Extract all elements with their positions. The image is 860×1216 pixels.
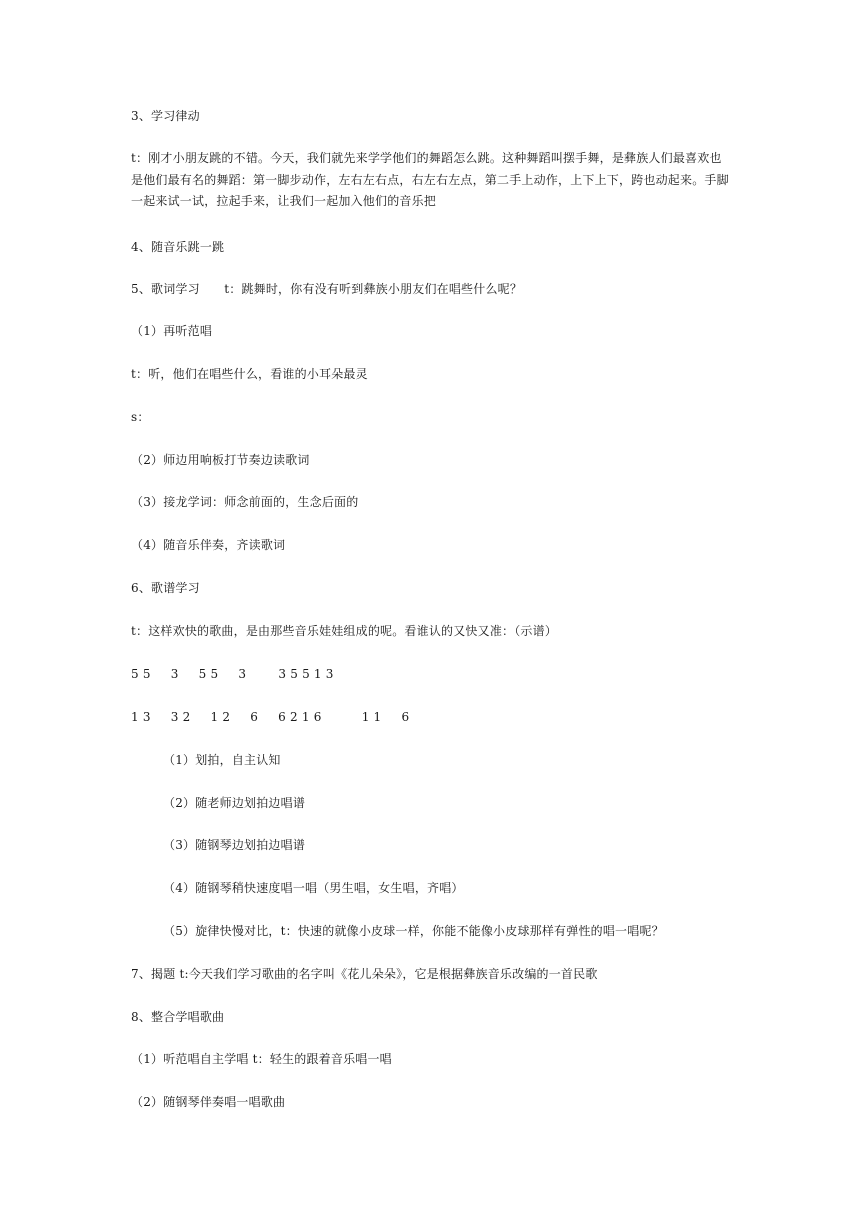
notation-line-2: 1 3 3 2 1 2 6 6 2 1 6 1 1 6 — [131, 710, 410, 724]
section-8-item-1: （1）听范唱自主学唱 t：轻生的跟着音乐唱一唱 — [131, 1052, 392, 1066]
section-6-item-5: （5）旋律快慢对比，t：快速的就像小皮球一样，你能不能像小皮球那样有弹性的唱一唱呢？ — [163, 924, 664, 938]
section-7-title: 7、揭题 t:今天我们学习歌曲的名字叫《花儿朵朵》，它是根据彝族音乐改编的一首民歌 — [131, 967, 598, 981]
section-5-teacher-line: t：听，他们在唱些什么，看谁的小耳朵最灵 — [131, 367, 368, 381]
section-4-title: 4、随音乐跳一跳 — [131, 240, 225, 254]
section-6-item-2: （2）随老师边划拍边唱谱 — [163, 796, 306, 810]
section-6-item-3: （3）随钢琴边划拍边唱谱 — [163, 838, 306, 852]
section-5-student-line: s： — [131, 410, 150, 424]
section-5-item-2: （2）师边用响板打节奏边读歌词 — [131, 453, 310, 467]
section-6-item-1: （1）划拍，自主认知 — [163, 753, 281, 767]
section-6-title: 6、歌谱学习 — [131, 581, 200, 595]
section-5-item-4: （4）随音乐伴奏，齐读歌词 — [131, 538, 286, 552]
section-6-teacher-line: t：这样欢快的歌曲，是由那些音乐娃娃组成的呢。看谁认的又快又准：（示谱） — [131, 624, 558, 638]
section-5-item-1: （1）再听范唱 — [131, 324, 213, 338]
section-8-title: 8、整合学唱歌曲 — [131, 1010, 225, 1024]
notation-line-1: 5 5 3 5 5 3 3 5 5 1 3 — [131, 667, 334, 681]
section-8-item-2: （2）随钢琴伴奏唱一唱歌曲 — [131, 1095, 286, 1109]
section-5-title: 5、歌词学习 t：跳舞时，你有没有听到彝族小朋友们在唱些什么呢？ — [131, 282, 523, 296]
section-3-body: t：刚才小朋友跳的不错。今天，我们就先来学学他们的舞蹈怎么跳。这种舞蹈叫摆手舞，是彝族人们最喜欢也是他们最有名的舞蹈：第一脚步动作，左右左右点，右左右左点，第二手上动作，上下上下，跨也动起来。手脚一起来试一试，拉起手来，让我们一起加入他们的音乐把 — [131, 151, 729, 208]
section-3-title: 3、学习律动 — [131, 109, 200, 123]
section-6-item-4: （4）随钢琴稍快速度唱一唱（男生唱，女生唱，齐唱） — [163, 881, 464, 895]
section-5-item-3: （3）接龙学词：师念前面的，生念后面的 — [131, 495, 359, 509]
